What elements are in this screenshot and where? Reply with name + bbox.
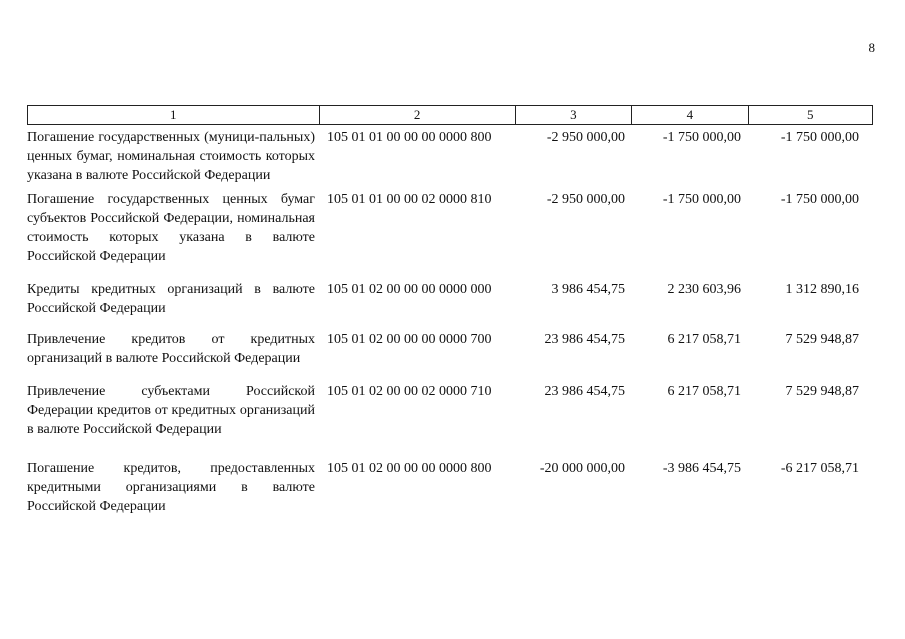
- header-col-4: 4: [632, 106, 748, 124]
- budget-table: [27, 105, 873, 516]
- row-value-4: 6 217 058,71: [667, 384, 741, 399]
- row-name: Привлечение кредитов от кредитных организаций в валюте Российской Федерации: [27, 332, 315, 366]
- row-value-3: -20 000 000,00: [539, 461, 625, 476]
- row-value-5: 7 529 948,87: [785, 384, 859, 399]
- row-value-3: 3 986 454,75: [551, 282, 625, 297]
- row-code: 105 01 02 00 00 00 0000 000: [327, 282, 492, 297]
- header-col-2: 2: [320, 106, 516, 124]
- page-number: 8: [868, 40, 875, 55]
- row-value-5: 1 312 890,16: [785, 282, 859, 297]
- row-value-3: 23 986 454,75: [544, 384, 625, 399]
- table-row: [27, 128, 873, 185]
- table-row: [27, 280, 873, 318]
- table-header: [27, 105, 873, 125]
- table-row: [27, 330, 873, 368]
- row-value-4: 6 217 058,71: [667, 332, 741, 347]
- row-name: Кредиты кредитных организаций в валюте Российской Федерации: [27, 282, 315, 316]
- row-value-5: -1 750 000,00: [780, 130, 859, 145]
- row-value-5: 7 529 948,87: [785, 332, 859, 347]
- row-name: Погашение государственных ценных бумаг субъектов Российской Федерации, номинальная стоимость которых указана в валюте Российской Федерации: [27, 192, 315, 264]
- header-col-5: 5: [807, 107, 814, 122]
- row-value-5: -6 217 058,71: [780, 461, 859, 476]
- row-name: Погашение кредитов, предоставленных кредитными организациями в валюте Российской Федерации: [27, 461, 315, 514]
- table-row: [27, 382, 873, 439]
- row-code: 105 01 02 00 00 00 0000 800: [327, 461, 492, 476]
- row-value-4: -1 750 000,00: [662, 130, 741, 145]
- row-value-4: -1 750 000,00: [662, 192, 741, 207]
- row-code: 105 01 01 00 00 02 0000 810: [327, 192, 492, 207]
- row-value-4: -3 986 454,75: [662, 461, 741, 476]
- row-value-5: -1 750 000,00: [780, 192, 859, 207]
- header-col-3: 3: [516, 106, 632, 124]
- row-name: Привлечение субъектами Российской Федерации кредитов от кредитных организаций в валюте Российской Федерации: [27, 384, 315, 437]
- row-value-4: 2 230 603,96: [667, 282, 741, 297]
- row-value-3: -2 950 000,00: [546, 130, 625, 145]
- row-name: Погашение государственных (муници-пальных) ценных бумаг, номинальная стоимость которых указана в валюте Российской Федерации: [27, 130, 315, 183]
- header-col-1: 1: [28, 106, 320, 124]
- table-row: [27, 190, 873, 266]
- row-code: 105 01 01 00 00 00 0000 800: [327, 130, 492, 145]
- row-code: 105 01 02 00 00 00 0000 700: [327, 332, 492, 347]
- row-value-3: 23 986 454,75: [544, 332, 625, 347]
- row-code: 105 01 02 00 00 02 0000 710: [327, 384, 492, 399]
- row-value-3: -2 950 000,00: [546, 192, 625, 207]
- table-row: [27, 459, 873, 516]
